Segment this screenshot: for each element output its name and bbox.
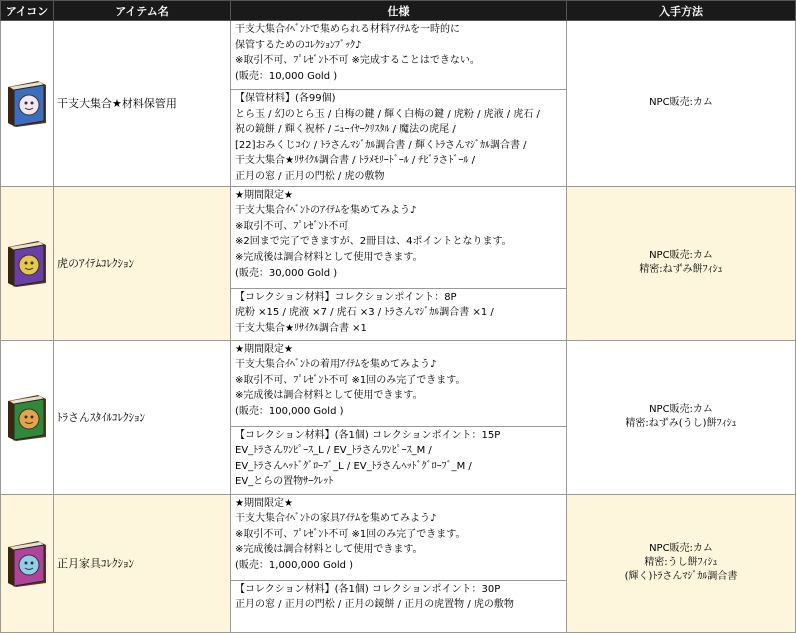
spec-line: (販売：100,000 Gold ) (235, 405, 344, 417)
material-line: 【コレクション材料】(各1個) コレクションポイント：15P (235, 429, 501, 441)
acquisition-line: NPC販売:カム (649, 404, 713, 416)
book-tiger-face-icon (2, 391, 52, 443)
spec-description (231, 21, 567, 90)
acquisition-method (567, 186, 796, 340)
book-tiger-icon (2, 237, 52, 289)
spec-line: 干支大集合ｲﾍﾞﾝﾄの家具ｱｲﾃﾑを集めてみよう♪ (235, 513, 437, 525)
spec-line: (販売：30,000 Gold ) (235, 267, 338, 279)
spec-line: ★期間限定★ (235, 343, 293, 355)
spec-line: ※完成後は調合材料として使用できます。 (235, 251, 423, 263)
spec-description (231, 340, 567, 426)
header-name: アイテム名 (54, 1, 231, 21)
spec-line: 干支大集合ｲﾍﾞﾝﾄのｱｲﾃﾑを集めてみよう♪ (235, 205, 417, 217)
spec-line: ※完成後は調合材料として使用できます。 (235, 390, 423, 402)
spec-materials (231, 288, 567, 340)
item-icon-cell (1, 21, 54, 187)
acquisition-line: 精密:ねずみ(うし)餅ﾌｨｼｭ (625, 418, 737, 430)
spec-materials (231, 426, 567, 494)
item-icon-cell (1, 494, 54, 632)
header-spec: 仕様 (231, 1, 567, 21)
material-line: 正月の窓 / 正月の門松 / 虎の敷物 (235, 170, 385, 182)
spec-line: 干支大集合ｲﾍﾞﾝﾄの着用ｱｲﾃﾑを集めてみよう♪ (235, 359, 437, 371)
acquisition-line: NPC販売:カム (649, 97, 713, 109)
spec-line: (販売：1,000,000 Gold ) (235, 559, 354, 571)
spec-line: 保管するためのｺﾚｸｼｮﾝﾌﾞｯｸ♪ (235, 39, 362, 51)
acquisition-line: NPC販売:カム (649, 250, 713, 262)
item-name: 正月家具ｺﾚｸｼｮﾝ (54, 494, 231, 632)
spec-description (231, 186, 567, 288)
acquisition-line: 精密:ねずみ餅ﾌｨｼｭ (639, 264, 723, 276)
material-line: 虎粉 ×15 / 虎液 ×7 / 虎石 ×3 / ﾄﾗさんﾏｼﾞｶﾙ調合書 ×1 / (235, 307, 494, 319)
spec-description (231, 494, 567, 580)
spec-line: (販売：10,000 Gold ) (235, 70, 338, 82)
material-line: とら玉 / 幻のとら玉 / 白梅の鍵 / 輝く白梅の鍵 / 虎粉 / 虎液 / 虎石 / (235, 108, 540, 120)
header-how: 入手方法 (567, 1, 796, 21)
spec-materials (231, 580, 567, 632)
acquisition-line: 精密:うし餅ﾌｨｼｭ (644, 557, 718, 569)
material-line: 正月の窓 / 正月の門松 / 正月の鏡餅 / 正月の虎置物 / 虎の敷物 (235, 599, 514, 611)
material-line: 【コレクション材料】コレクションポイント：8P (235, 291, 457, 303)
material-line: EV_ﾄﾗさんﾜﾝﾋﾟｰｽ_L / EV_ﾄﾗさんﾜﾝﾋﾟｰｽ_M / (235, 445, 432, 457)
book-sakura-icon (2, 77, 52, 129)
header-icon: アイコン (1, 1, 54, 21)
spec-line: ※取引不可、ﾌﾟﾚｾﾞﾝﾄ不可 (235, 220, 349, 232)
table-row (1, 186, 796, 288)
item-icon-cell (1, 186, 54, 340)
item-icon-cell (1, 340, 54, 494)
item-name: 干支大集合★材料保管用 (54, 21, 231, 187)
spec-line: ★期間限定★ (235, 189, 293, 201)
book-furniture-icon (2, 537, 52, 589)
table-row (1, 340, 796, 426)
item-name: ﾄﾗさんｽﾀｲﾙｺﾚｸｼｮﾝ (54, 340, 231, 494)
acquisition-method (567, 340, 796, 494)
spec-line: ※取引不可、ﾌﾟﾚｾﾞﾝﾄ不可 ※1回のみ完了できます。 (235, 528, 466, 540)
acquisition-method (567, 21, 796, 187)
header-row (1, 1, 796, 21)
spec-line: ★期間限定★ (235, 497, 293, 509)
spec-line: ※取引不可、ﾌﾟﾚｾﾞﾝﾄ不可 ※1回のみ完了できます。 (235, 374, 466, 386)
acquisition-method (567, 494, 796, 632)
acquisition-line: (輝く)ﾄﾗさんﾏｼﾞｶﾙ調合書 (624, 571, 738, 583)
material-line: EV_とらの置物ｻｰｸﾚｯﾄ (235, 476, 334, 488)
material-line: 祝の鏡餅 / 輝く祝杯 / ﾆｭｰｲﾔｰｸﾘｽﾀﾙ / 魔法の虎尾 / (235, 124, 456, 136)
spec-line: ※2回まで完了できますが、2冊目は、4ポイントとなります。 (235, 236, 512, 248)
material-line: 干支大集合★ﾘｻｲｸﾙ調合書 / ﾄﾗﾒﾓﾘｰﾄﾞｰﾙ / ﾁﾋﾞﾗさﾄﾞｰﾙ / (235, 155, 475, 167)
material-line: 【保管材料】(各99個) (235, 93, 336, 104)
spec-line: 干支大集合ｲﾍﾞﾝﾄで集められる材料ｱｲﾃﾑを一時的に (235, 24, 460, 35)
spec-line: ※取引不可、ﾌﾟﾚｾﾞﾝﾄ不可 ※完成することはできない。 (235, 55, 480, 67)
item-name: 虎のｱｲﾃﾑｺﾚｸｼｮﾝ (54, 186, 231, 340)
material-line: 【コレクション材料】(各1個) コレクションポイント：30P (235, 583, 501, 595)
material-line: EV_ﾄﾗさんﾍｯﾄﾞｸﾞﾛｰﾌﾞ_L / EV_ﾄﾗさんﾍｯﾄﾞｸﾞﾛｰﾌﾞ_M / (235, 460, 472, 472)
spec-line: ※完成後は調合材料として使用できます。 (235, 544, 423, 556)
table-row (1, 21, 796, 90)
spec-materials (231, 90, 567, 187)
material-line: 干支大集合★ﾘｻｲｸﾙ調合書 ×1 (235, 322, 367, 334)
table-row (1, 494, 796, 580)
acquisition-line: NPC販売:カム (649, 543, 713, 555)
material-line: [22]おみくじｺｲﾝ / ﾄﾗさんﾏｼﾞｶﾙ調合書 / 輝くﾄﾗさんﾏｼﾞｶﾙ調合書 / (235, 139, 527, 151)
